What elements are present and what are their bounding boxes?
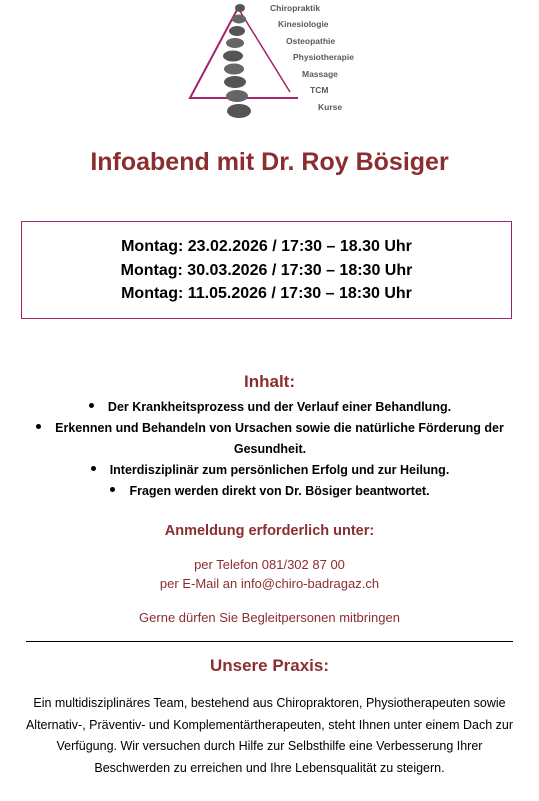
date-line: Montag: 23.02.2026 / 17:30 – 18.30 Uhr xyxy=(121,238,412,255)
list-item xyxy=(30,397,510,418)
phone-contact[interactable]: per Telefon 081/302 87 00 xyxy=(194,557,345,572)
bullet-icon xyxy=(36,424,41,429)
bullet-icon xyxy=(89,403,94,408)
content-heading: Inhalt: xyxy=(244,372,295,391)
date-line: Montag: 30.03.2026 / 17:30 – 18:30 Uhr xyxy=(120,262,413,279)
email-contact[interactable]: per E-Mail an info@chiro-badragaz.ch xyxy=(159,576,380,591)
service-label: Massage xyxy=(302,69,338,79)
registration-heading: Anmeldung erforderlich unter: xyxy=(164,523,375,539)
divider xyxy=(26,641,513,642)
page-title: Infoabend mit Dr. Roy Bösiger xyxy=(90,148,449,176)
companion-note: Gerne dürfen Sie Begleitpersonen mitbringen xyxy=(139,610,400,625)
list-item-text: Interdisziplinär zum persönlichen Erfolg und zur Heilung. xyxy=(109,463,450,477)
list-item-text: Fragen werden direkt von Dr. Bösiger beantwortet. xyxy=(129,484,430,498)
list-item-text: Der Krankheitsprozess und der Verlauf einer Behandlung. xyxy=(107,400,452,414)
service-label: Physiotherapie xyxy=(293,52,354,62)
service-label: Chiropraktik xyxy=(270,3,321,13)
list-item-text: Erkennen und Behandeln von Ursachen sowie die natürliche Förderung der Gesundheit. xyxy=(55,421,504,456)
service-label: TCM xyxy=(310,85,329,95)
practice-logo xyxy=(180,0,380,130)
practice-description: Ein multidisziplinäres Team, bestehend aus Chiropraktoren, Physiotherapeuten sowie Alternativ-, Präventiv- und Komplementärtherapeuten, steht Ihnen unter einem Dach zur Verfügung. Wir versuchen durch Hilfe zur Selbsthilfe eine Verbesserung Ihrer Beschwerden zu erreichen und Ihre Lebensqualität zu steigern. xyxy=(25,696,514,775)
content-list xyxy=(30,397,510,502)
service-label: Kinesiologie xyxy=(278,19,329,29)
service-label: Kurse xyxy=(318,102,343,112)
bullet-icon xyxy=(110,487,115,492)
service-label: Osteopathie xyxy=(286,36,336,46)
list-item xyxy=(30,481,510,502)
bullet-icon xyxy=(91,466,96,471)
practice-heading: Unsere Praxis: xyxy=(209,656,330,675)
list-item xyxy=(30,460,510,481)
list-item xyxy=(30,418,510,460)
date-box xyxy=(21,221,512,319)
date-line: Montag: 11.05.2026 / 17:30 – 18:30 Uhr xyxy=(121,285,412,302)
